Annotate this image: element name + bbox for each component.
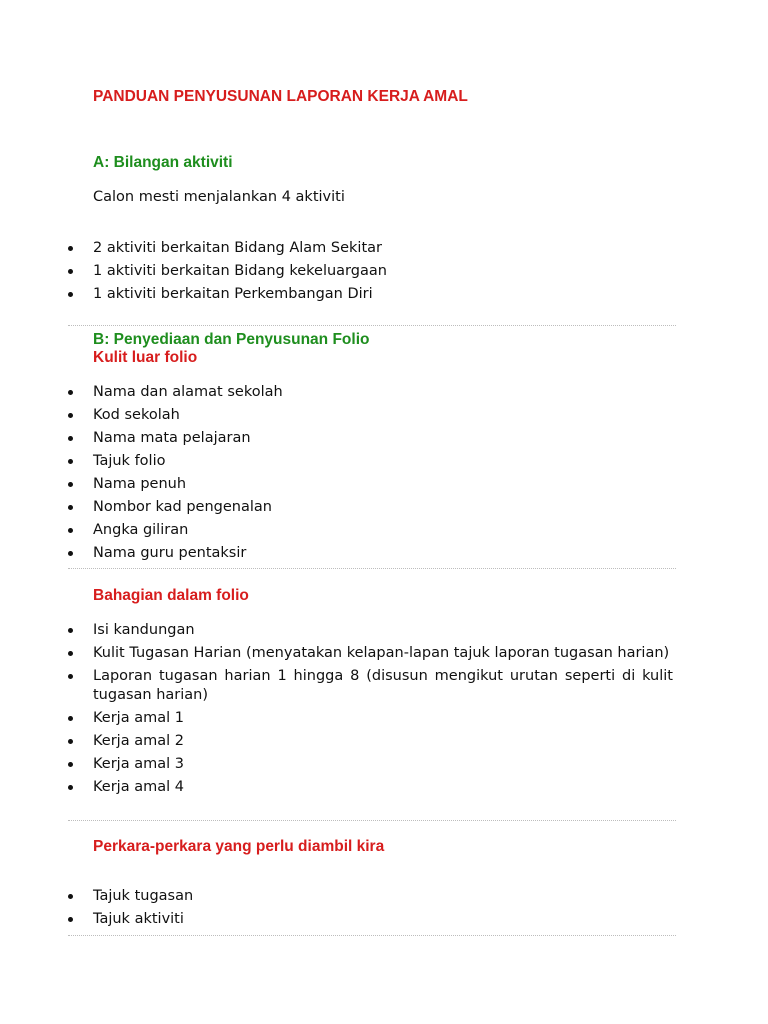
bullet-icon <box>68 246 73 251</box>
list-item: Isi kandungan <box>0 621 673 640</box>
list-item: Kod sekolah <box>0 406 673 425</box>
bullet-icon <box>68 894 73 899</box>
bullet-icon <box>68 762 73 767</box>
list-item: Kerja amal 4 <box>0 778 673 797</box>
bullet-icon <box>68 459 73 464</box>
list-item: 2 aktiviti berkaitan Bidang Alam Sekitar <box>0 239 673 258</box>
section-b-list <box>0 383 768 567</box>
bullet-icon <box>68 917 73 922</box>
bullet-icon <box>68 292 73 297</box>
section-c-list <box>0 621 768 801</box>
list-item: Nama mata pelajaran <box>0 429 673 448</box>
divider <box>68 568 676 569</box>
bullet-icon <box>68 674 73 679</box>
bullet-icon <box>68 413 73 418</box>
bullet-icon <box>68 628 73 633</box>
list-item: Kulit Tugasan Harian (menyatakan kelapan-lapan tajuk laporan tugasan harian) <box>0 644 673 663</box>
bullet-icon <box>68 528 73 533</box>
bullet-icon <box>68 785 73 790</box>
list-item: Tajuk folio <box>0 452 673 471</box>
list-item: Laporan tugasan harian 1 hingga 8 (disusun mengikut urutan seperti di kulit tugasan harian) <box>0 667 673 705</box>
bullet-icon <box>68 739 73 744</box>
list-item: Kerja amal 3 <box>0 755 673 774</box>
section-a-list <box>0 239 768 308</box>
list-item: 1 aktiviti berkaitan Perkembangan Diri <box>0 285 673 304</box>
list-item: Nama guru pentaksir <box>0 544 673 563</box>
section-d-list <box>0 887 768 933</box>
list-item: Angka giliran <box>0 521 673 540</box>
list-item: Kerja amal 2 <box>0 732 673 751</box>
divider <box>68 820 676 821</box>
document-title: PANDUAN PENYUSUNAN LAPORAN KERJA AMAL <box>93 88 468 105</box>
list-item: 1 aktiviti berkaitan Bidang kekeluargaan <box>0 262 673 281</box>
list-item: Kerja amal 1 <box>0 709 673 728</box>
list-item: Tajuk aktiviti <box>0 910 673 929</box>
section-a-intro: Calon mesti menjalankan 4 aktiviti <box>93 189 345 205</box>
section-b-heading: B: Penyediaan dan Penyusunan Folio <box>93 331 370 348</box>
section-b-subheading: Kulit luar folio <box>93 349 198 366</box>
bullet-icon <box>68 269 73 274</box>
list-item: Tajuk tugasan <box>0 887 673 906</box>
list-item: Nama dan alamat sekolah <box>0 383 673 402</box>
bullet-icon <box>68 436 73 441</box>
section-a-heading: A: Bilangan aktiviti <box>93 154 233 171</box>
section-c-heading: Bahagian dalam folio <box>93 587 249 604</box>
bullet-icon <box>68 716 73 721</box>
divider <box>68 325 676 326</box>
bullet-icon <box>68 551 73 556</box>
bullet-icon <box>68 505 73 510</box>
bullet-icon <box>68 390 73 395</box>
list-item: Nama penuh <box>0 475 673 494</box>
section-d-heading: Perkara-perkara yang perlu diambil kira <box>93 838 385 855</box>
list-item: Nombor kad pengenalan <box>0 498 673 517</box>
divider <box>68 935 676 936</box>
bullet-icon <box>68 651 73 656</box>
bullet-icon <box>68 482 73 487</box>
